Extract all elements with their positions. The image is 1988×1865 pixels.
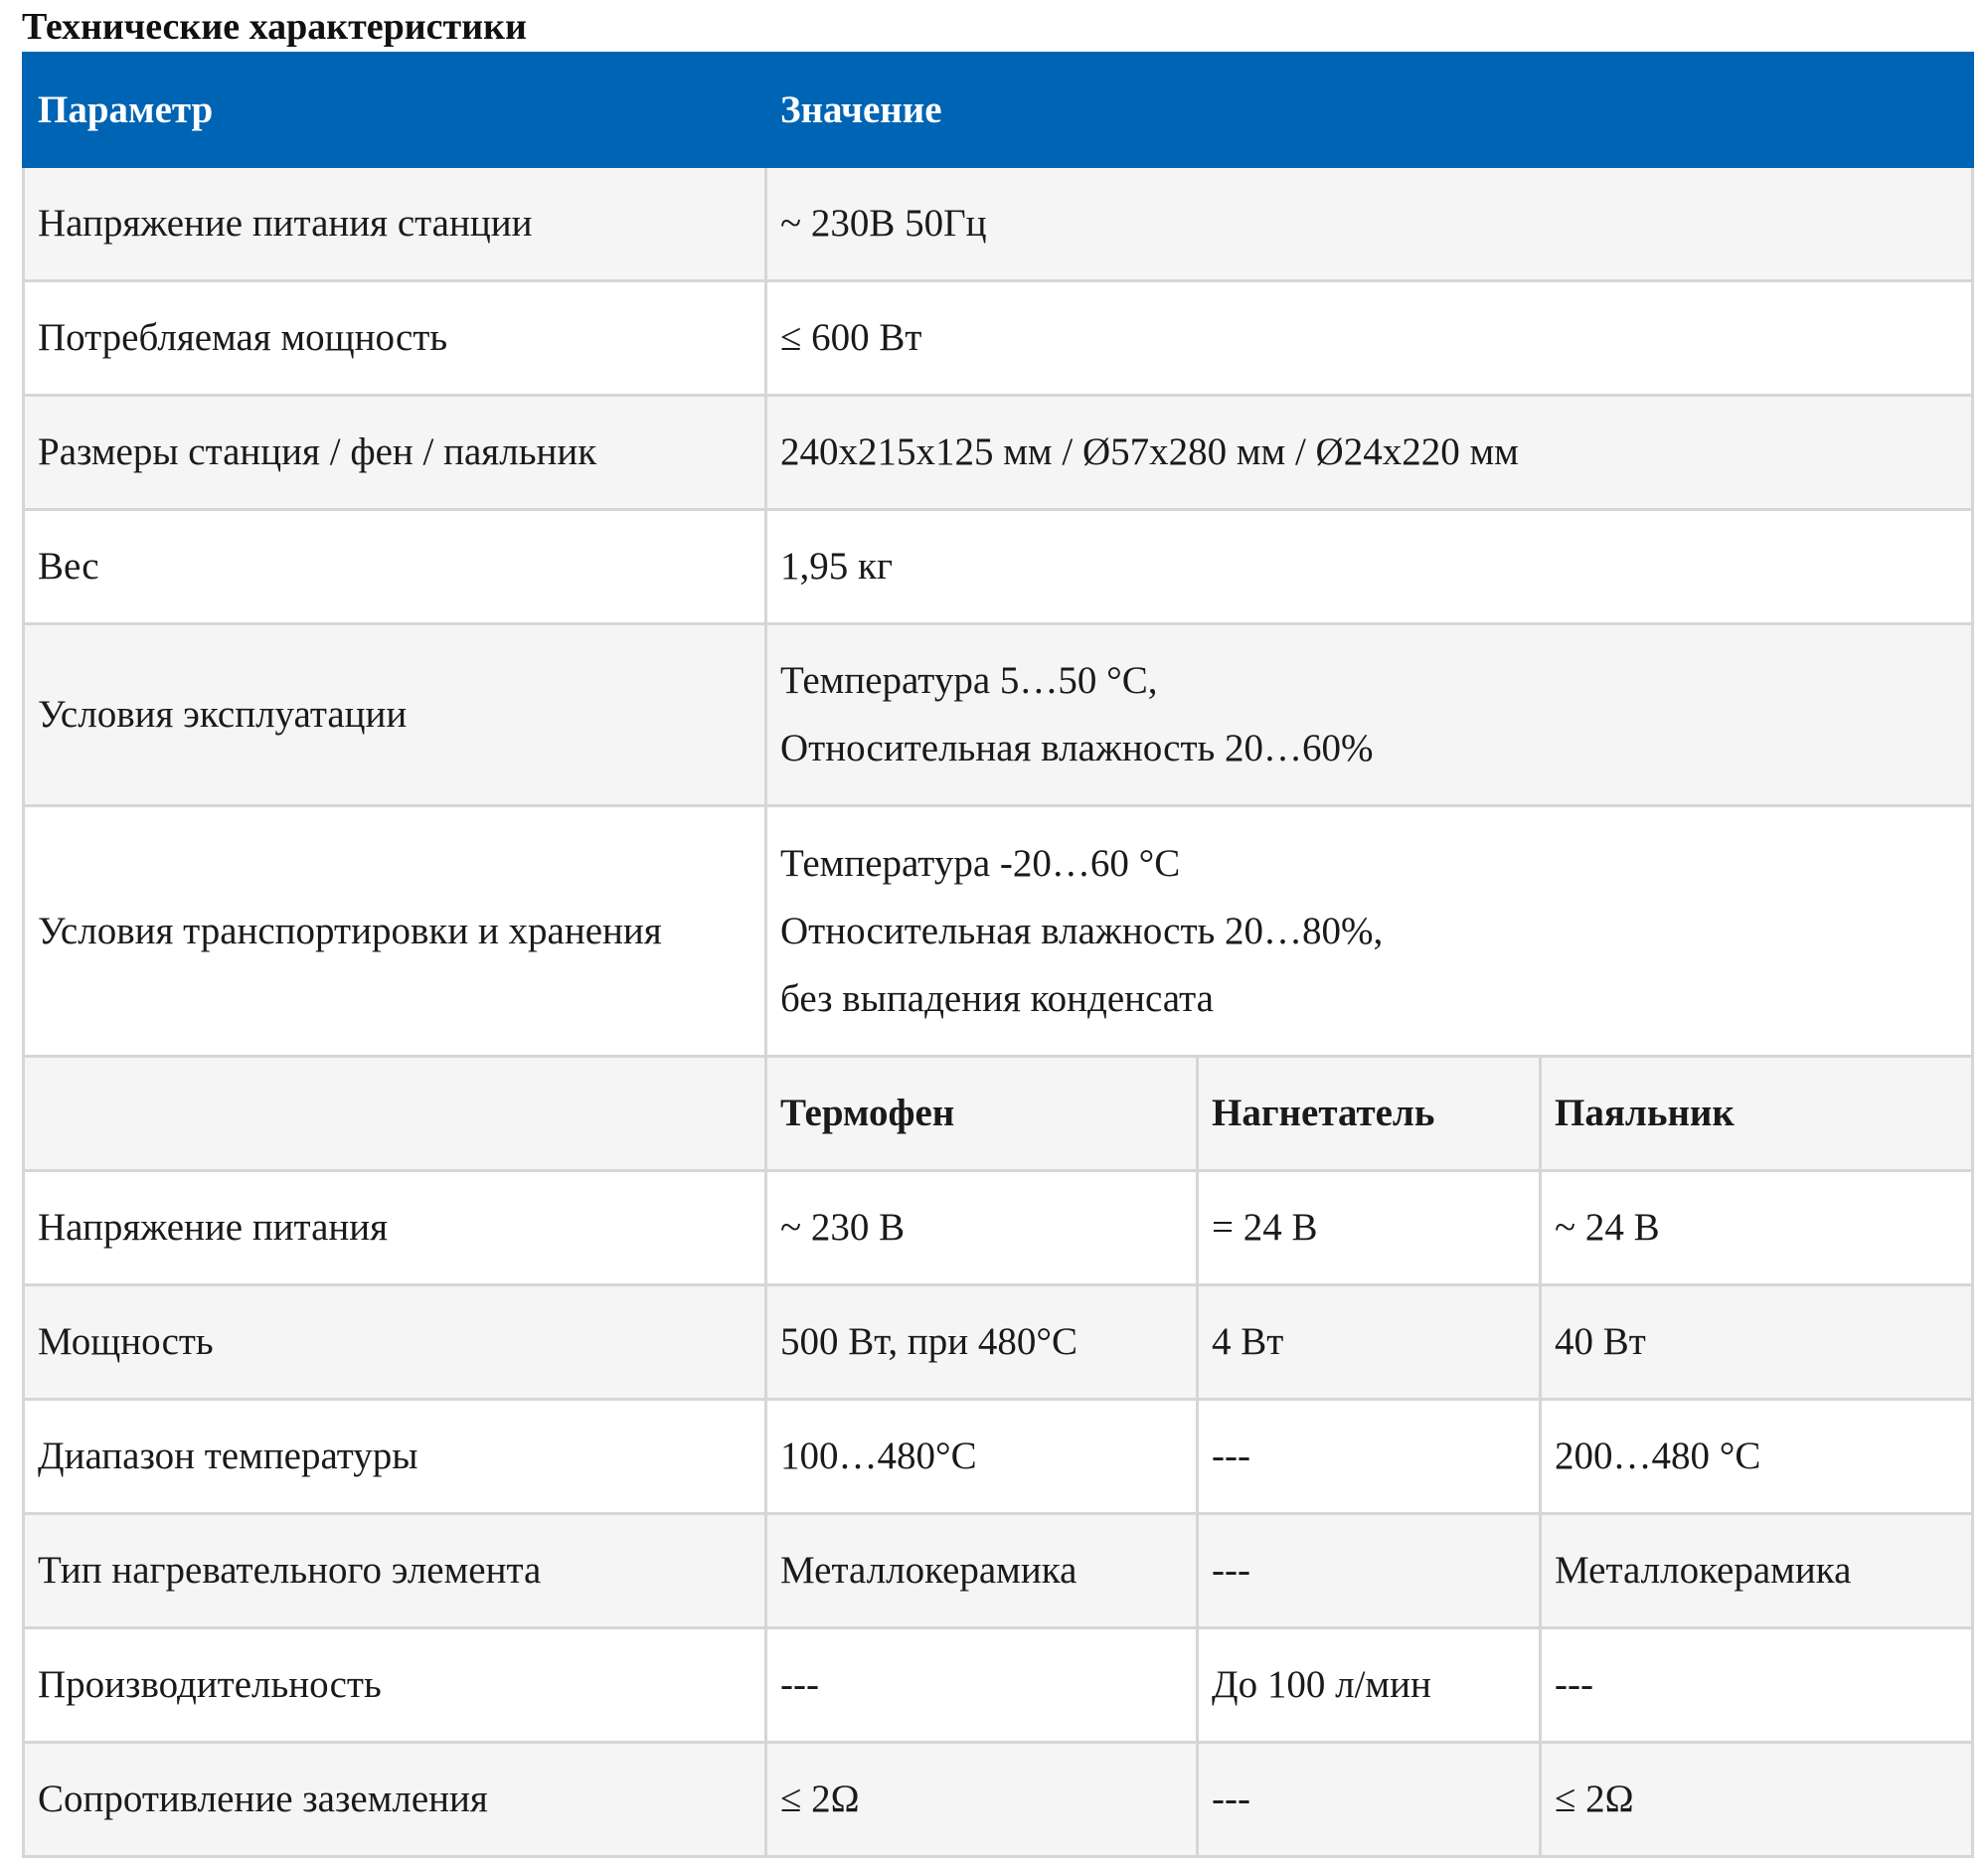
param-cell: Тип нагревательного элемента: [24, 1514, 766, 1628]
blower-cell: ---: [1198, 1400, 1541, 1514]
param-cell: Потребляемая мощность: [24, 281, 766, 396]
param-cell: Мощность: [24, 1285, 766, 1400]
table-row: [24, 1285, 1973, 1400]
value-cell: ~ 230В 50Гц: [766, 167, 1973, 281]
table-header-row: [24, 54, 1973, 167]
header-param: Параметр: [24, 54, 766, 167]
column-header-blower: Нагнетатель: [1198, 1057, 1541, 1171]
param-cell: Производительность: [24, 1628, 766, 1743]
heat-gun-cell: ~ 230 В: [766, 1171, 1198, 1285]
param-cell: Размеры станция / фен / паяльник: [24, 396, 766, 510]
table-row: [24, 510, 1973, 624]
blower-cell: ---: [1198, 1514, 1541, 1628]
table-row: [24, 1743, 1973, 1857]
specifications-table: [22, 52, 1974, 1858]
heat-gun-cell: Металлокерамика: [766, 1514, 1198, 1628]
value-line: без выпадения конденсата: [780, 976, 1214, 1020]
value-line: Относительная влажность 20…60%: [780, 727, 1374, 769]
param-cell: Диапазон температуры: [24, 1400, 766, 1514]
param-cell: Напряжение питания станции: [24, 167, 766, 281]
soldering-iron-cell: Металлокерамика: [1541, 1514, 1973, 1628]
document-title: Технические характеристики: [22, 6, 527, 48]
table-row: [24, 167, 1973, 281]
soldering-iron-cell: ≤ 2Ω: [1541, 1743, 1973, 1857]
blower-cell: 4 Вт: [1198, 1285, 1541, 1400]
column-header-heat-gun: Термофен: [766, 1057, 1198, 1171]
column-header-soldering-iron: Паяльник: [1541, 1057, 1973, 1171]
blower-cell: = 24 В: [1198, 1171, 1541, 1285]
param-cell: Напряжение питания: [24, 1171, 766, 1285]
value-cell: [766, 806, 1973, 1057]
blower-cell: ---: [1198, 1743, 1541, 1857]
component-header-row: [24, 1057, 1973, 1171]
param-cell: Условия эксплуатации: [24, 624, 766, 806]
blower-cell: До 100 л/мин: [1198, 1628, 1541, 1743]
heat-gun-cell: 500 Вт, при 480°С: [766, 1285, 1198, 1400]
soldering-iron-cell: ---: [1541, 1628, 1973, 1743]
soldering-iron-cell: 40 Вт: [1541, 1285, 1973, 1400]
table-row: [24, 1514, 1973, 1628]
heat-gun-cell: 100…480°С: [766, 1400, 1198, 1514]
heat-gun-cell: ---: [766, 1628, 1198, 1743]
value-cell: ≤ 600 Вт: [766, 281, 1973, 396]
soldering-iron-cell: 200…480 °С: [1541, 1400, 1973, 1514]
value-cell: [766, 624, 1973, 806]
table-row: [24, 624, 1973, 806]
soldering-iron-cell: ~ 24 В: [1541, 1171, 1973, 1285]
param-cell: Вес: [24, 510, 766, 624]
table-row: [24, 396, 1973, 510]
value-cell: 1,95 кг: [766, 510, 1973, 624]
param-cell: Условия транспортировки и хранения: [24, 806, 766, 1057]
table-row: [24, 806, 1973, 1057]
table-row: [24, 1171, 1973, 1285]
value-line: Температура 5…50 °С,: [780, 659, 1158, 702]
value-line: Относительная влажность 20…80%,: [780, 909, 1384, 952]
header-value: Значение: [766, 54, 1973, 167]
heat-gun-cell: ≤ 2Ω: [766, 1743, 1198, 1857]
empty-cell: [24, 1057, 766, 1171]
value-cell: 240х215х125 мм / Ø57х280 мм / Ø24х220 мм: [766, 396, 1973, 510]
value-line: Температура -20…60 °С: [780, 841, 1181, 885]
param-cell: Сопротивление заземления: [24, 1743, 766, 1857]
table-row: [24, 1400, 1973, 1514]
table-row: [24, 281, 1973, 396]
table-row: [24, 1628, 1973, 1743]
